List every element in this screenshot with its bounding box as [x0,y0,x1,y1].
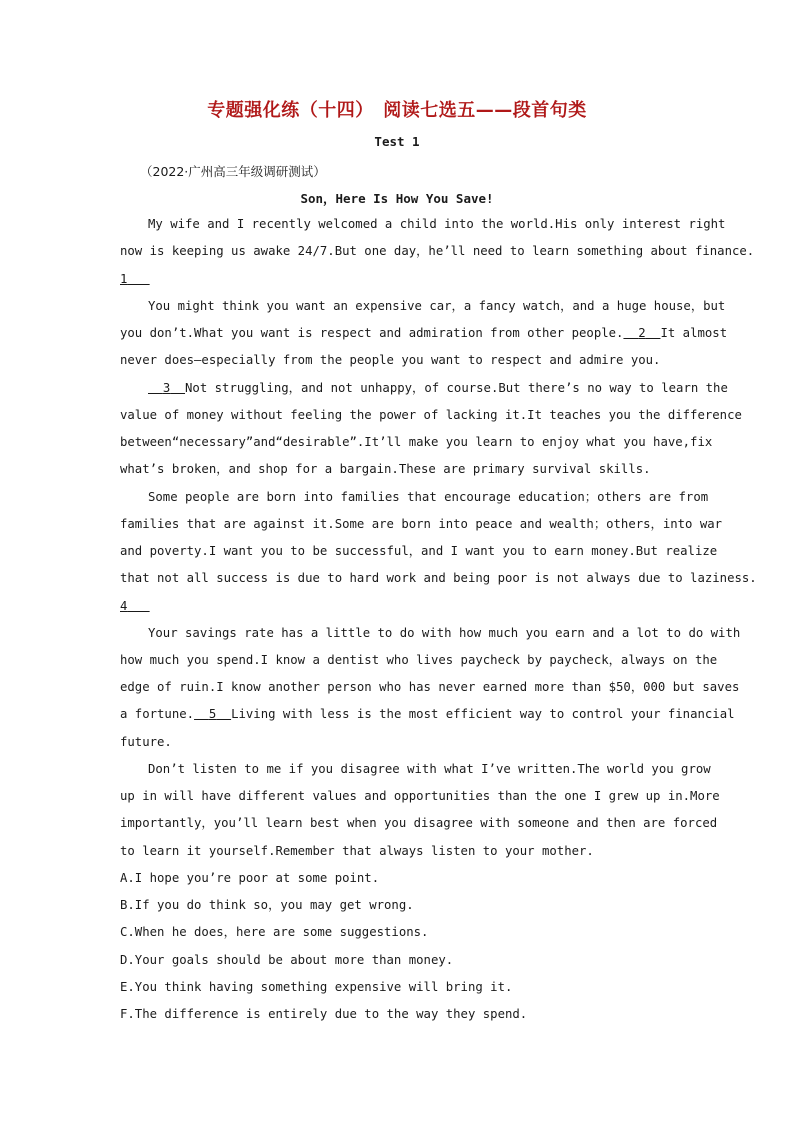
paragraph-3-line-1-text: Not struggling，and not unhappy，of course.But there’s no way to learn the [185,381,728,395]
option-e: E.You think having something expensive will bring it. [120,980,513,994]
paragraph-1-line-2: now is keeping us awake 24/7.But one day，he’ll need to learn something about finance. [120,244,755,258]
paragraph-5-line-4-start: a fortune. [120,707,195,721]
paragraph-6-line-1: Don’t listen to me if you disagree with what I’ve written.The world you grow [148,762,711,776]
blank-2-number: 2 [638,326,646,340]
blank-3-number: 3 [162,381,171,395]
option-c: C.When he does，here are some suggestions. [120,925,429,939]
paragraph-6-line-2: up in will have different values and opportunities than the one I grew up in.More [120,789,720,803]
paragraph-3-line-2: value of money without feeling the power of lacking it.It teaches you the difference [120,408,742,422]
paragraph-5-line-1: Your savings rate has a little to do with how much you earn and a lot to do with [148,626,741,640]
paragraph-2-line-3: never does—especially from the people you want to respect and admire you. [120,353,661,367]
paragraph-2-line-1: You might think you want an expensive car，a fancy watch，and a huge house，but [148,299,726,313]
paragraph-4-line-1: Some people are born into families that encourage education；others are from [148,490,709,504]
blank-4-number: 4 [120,599,128,613]
paragraph-6-line-3: importantly，you’ll learn best when you disagree with someone and then are forced [120,816,718,830]
option-a: A.I hope you’re poor at some point. [120,871,380,885]
blank-3 [148,381,185,395]
paragraph-2-line-2 [120,324,728,342]
option-f: F.The difference is entirely due to the way they spend. [120,1007,528,1021]
paragraph-4-line-4: that not all success is due to hard work and being poor is not always due to laziness. [120,571,757,585]
paragraph-6-line-4: to learn it yourself.Remember that always listen to your mother. [120,844,594,858]
paragraph-2-line-2-end: It almost [660,326,728,340]
blank-5 [194,707,231,721]
paragraph-5-line-3: edge of ruin.I know another person who has never earned more than $50，000 but saves [120,680,740,694]
paragraph-4-line-3: and poverty.I want you to be successful，and I want you to earn money.But realize [120,544,718,558]
blank-4 [120,597,150,615]
paragraph-5-line-4 [120,705,735,723]
paragraph-4-line-2: families that are against it.Some are born into peace and wealth；others，into war [120,517,723,531]
blank-1 [120,270,150,288]
option-b: B.If you do think so，you may get wrong. [120,898,414,912]
paragraph-5-line-4-end: Living with less is the most efficient way to control your financial [231,707,735,721]
paragraph-3-line-1 [148,379,728,397]
paragraph-3-line-3: between“necessary”and“desirable”.It’ll make you learn to enjoy what you have,fix [120,435,713,449]
passage-title: Son，Here Is How You Save! [300,191,494,206]
blank-5-number: 5 [208,707,217,721]
paragraph-1-line-1: My wife and I recently welcomed a child into the world.His only interest right [148,217,726,231]
paragraph-5-line-5: future. [120,735,172,749]
test-label: Test 1 [374,134,420,149]
paragraph-3-line-4: what’s broken，and shop for a bargain.These are primary survival skills. [120,462,651,476]
blank-1-number: 1 [120,272,128,286]
source-note: （2022·广州高三年级调研测试） [140,164,326,179]
paragraph-5-line-2: how much you spend.I know a dentist who lives paycheck by paycheck，always on the [120,653,718,667]
paragraph-2-line-2-start: you don’t.What you want is respect and admiration from other people. [120,326,624,340]
blank-2 [623,326,660,340]
page-title: 专题强化练（十四） 阅读七选五——段首句类 [207,100,587,121]
option-d: D.Your goals should be about more than money. [120,953,454,967]
